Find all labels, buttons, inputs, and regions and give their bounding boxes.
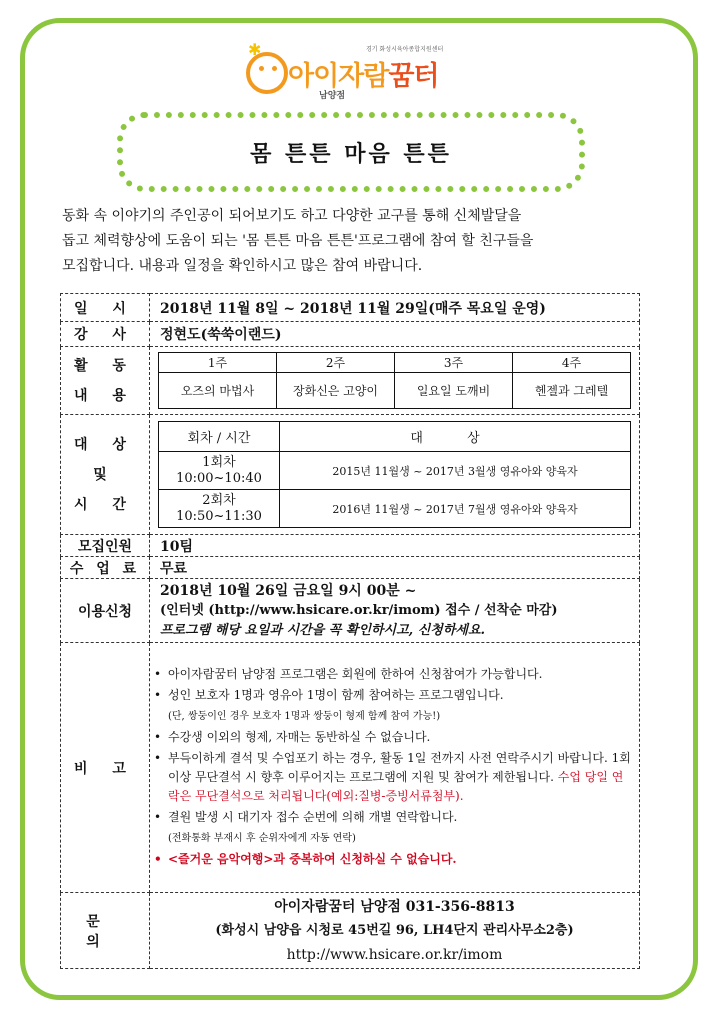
info-table — [60, 293, 640, 969]
apply-value — [150, 579, 640, 643]
intro-text — [62, 204, 640, 279]
row-apply — [61, 579, 640, 643]
capacity-label: 모집인원 — [61, 535, 150, 557]
page-title: 몸 튼튼 마음 튼튼 — [250, 141, 452, 167]
title-box — [117, 112, 585, 192]
row-target — [61, 415, 640, 535]
intro-line: 동화 속 이야기의 주인공이 되어보기도 하고 다양한 교구를 통해 신체발달을 — [62, 208, 522, 224]
contact-name: 아이자람꿈터 남양점 031-356-8813 — [274, 898, 515, 915]
intro-line: 돕고 체력향상에 도움이 되는 '몸 튼튼 마음 튼튼'프로그램에 참여 할 친구들을 — [62, 233, 534, 249]
intro-line: 모집합니다. 내용과 일정을 확인하시고 많은 참여 바랍니다. — [62, 258, 423, 274]
row-activity — [61, 347, 640, 415]
row-capacity — [61, 535, 640, 557]
note-item: • 아이자람꿈터 남양점 프로그램은 회원에 한하여 신청참여가 가능합니다. — [150, 665, 631, 684]
brand-logo — [246, 40, 496, 104]
logo-brand: 아이자람꿈터 — [288, 61, 439, 92]
session-header: 회차 / 시간 — [159, 422, 280, 452]
apply-date: 2018년 10월 26일 금요일 9시 00분 ~ — [160, 582, 417, 599]
row-notes — [61, 643, 640, 893]
fee-value: 무료 — [150, 557, 640, 579]
teacher-value: 정현도(쑥쑥이랜드) — [150, 322, 640, 347]
activity-item: 헨젤과 그레텔 — [513, 373, 631, 409]
week-header: 2주 — [277, 353, 395, 373]
note-item: • 부득이하게 결석 및 수업포기 하는 경우, 활동 1일 전까지 사전 연락주시기 바랍니다. 1회 이상 무단결석 시 향후 이루어지는 프로그램에 지원 및 참여가 제한됩니다. 수업 당일 연락은 무단결석으로 처리됩니다(예외:질병-증빙서류첨부). — [150, 749, 631, 806]
contact-label: 문 의 — [61, 893, 150, 969]
activity-item: 일요일 도깨비 — [395, 373, 513, 409]
week-header: 3주 — [395, 353, 513, 373]
activity-item: 오즈의 마법사 — [159, 373, 277, 409]
activity-table — [158, 352, 631, 409]
apply-notice: 프로그램 해당 요일과 시간을 꼭 확인하시고, 신청하세요. — [160, 622, 486, 638]
contact-address: (화성시 남양읍 시청로 45번길 96, LH4단지 관리사무소2층) — [215, 922, 574, 938]
date-label: 일 시 — [61, 294, 150, 322]
week-header: 4주 — [513, 353, 631, 373]
contact-value — [150, 893, 640, 969]
session-target: 2015년 11월생 ~ 2017년 3월생 영유아와 양육자 — [280, 452, 631, 490]
note-red: 수업 당일 연락은 무단결석으로 처리됩니다(예외:질병-증빙서류첨부). — [168, 769, 624, 803]
activity-item: 장화신은 고양이 — [277, 373, 395, 409]
row-fee — [61, 557, 640, 579]
smile-face-icon — [246, 52, 288, 94]
note-item: • <즐거운 음악여행>과 중복하여 신청하실 수 없습니다. — [150, 850, 631, 869]
teacher-label: 강 사 — [61, 322, 150, 347]
notes-list — [150, 665, 639, 869]
note-item: • 성인 보호자 1명과 영유아 1명이 함께 참여하는 프로그램입니다. — [150, 686, 631, 705]
fee-label: 수 업 료 — [61, 557, 150, 579]
note-item: • 결원 발생 시 대기자 접수 순번에 의해 개별 연락합니다. — [150, 808, 631, 827]
row-contact — [61, 893, 640, 969]
capacity-value: 10팀 — [150, 535, 640, 557]
logo-sub-text: 경기 화성시육아종합지원센터 — [366, 46, 444, 53]
target-header: 대 상 — [280, 422, 631, 452]
target-label: 대 상 및 시 간 — [61, 415, 150, 535]
session-time: 2회차 10:50~11:30 — [159, 490, 280, 528]
star-icon: ✱ — [248, 40, 262, 59]
note-sub: (단, 쌍둥이인 경우 보호자 1명과 쌍둥이 형제 함께 참여 가능!) — [168, 710, 441, 722]
apply-url: (인터넷 (http://www.hsicare.or.kr/imom) 접수 / 선착순 마감) — [160, 602, 558, 618]
target-cell — [150, 415, 640, 535]
notes-label: 비 고 — [61, 643, 150, 893]
contact-url[interactable]: http://www.hsicare.or.kr/imom — [286, 946, 503, 963]
week-header: 1주 — [159, 353, 277, 373]
apply-label: 이용신청 — [61, 579, 150, 643]
session-table — [158, 421, 631, 528]
session-time: 1회차 10:00~10:40 — [159, 452, 280, 490]
activity-cell — [150, 347, 640, 415]
row-teacher — [61, 322, 640, 347]
notes-cell — [150, 643, 640, 893]
session-target: 2016년 11월생 ~ 2017년 7월생 영유아와 양육자 — [280, 490, 631, 528]
note-sub: (전화통화 부재시 후 순위자에게 자동 연락) — [168, 832, 356, 844]
logo-branch: 남양점 — [319, 91, 346, 101]
date-value: 2018년 11월 8일 ~ 2018년 11월 29일(매주 목요일 운영) — [150, 294, 640, 322]
note-item: • 수강생 이외의 형제, 자매는 동반하실 수 없습니다. — [150, 728, 631, 747]
row-date — [61, 294, 640, 322]
activity-label: 활 동 내 용 — [61, 347, 150, 415]
